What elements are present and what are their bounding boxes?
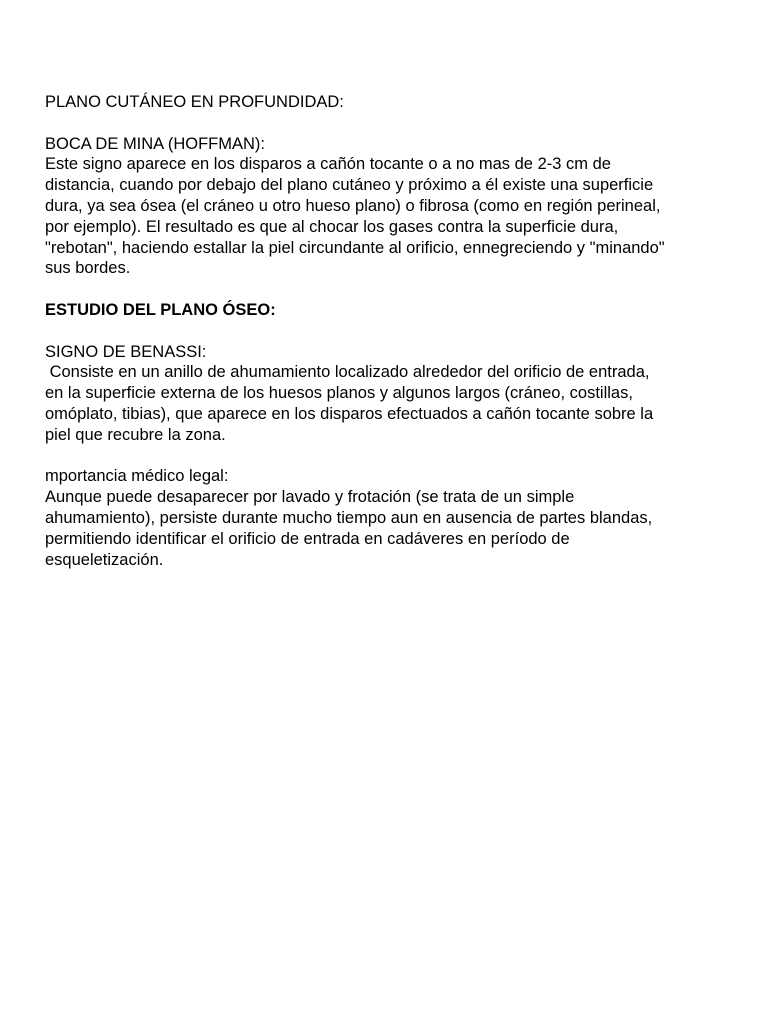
section-body-boca-de-mina: Este signo aparece en los disparos a cañón tocante o a no mas de 2-3 cm de distancia, cuando por debajo del plano cutáneo y próximo a él existe una superficie dura, ya sea ósea (el cráneo u otro hueso plano) o fibrosa (como en región perineal, por ejemplo). El resultado es que al chocar los gases contra la superficie dura, "rebotan", haciendo estallar la piel circundante al orificio, ennegreciendo y "minando" sus bordes. (45, 155, 665, 278)
section-signo-benassi (45, 342, 735, 446)
document-page (45, 92, 735, 591)
section-boca-de-mina (45, 134, 735, 280)
section-heading-estudio-plano-oseo: ESTUDIO DEL PLANO ÓSEO: (45, 300, 276, 319)
section-estudio-plano-oseo (45, 300, 735, 321)
section-heading-importancia: mportancia médico legal: (45, 467, 229, 486)
section-heading-boca-de-mina: BOCA DE MINA (HOFFMAN): (45, 134, 266, 153)
document-title: PLANO CUTÁNEO EN PROFUNDIDAD: (45, 93, 344, 111)
section-body-importancia: Aunque puede desaparecer por lavado y frotación (se trata de un simple ahumamiento), persiste durante mucho tiempo aun en ausencia de partes blandas, permitiendo identificar el orificio de entrada en cadáveres en período de esqueletización. (45, 488, 653, 569)
section-importancia-medico-legal (45, 466, 735, 570)
section-heading-signo-benassi: SIGNO DE BENASSI: (45, 342, 207, 361)
section-body-signo-benassi: Consiste en un anillo de ahumamiento localizado alrededor del orificio de entrada, en la superficie externa de los huesos planos y algunos largos (cráneo, costillas, omóplato, tibias), que aparece en los disparos efectuados a cañón tocante sobre la piel que recubre la zona. (45, 363, 654, 444)
